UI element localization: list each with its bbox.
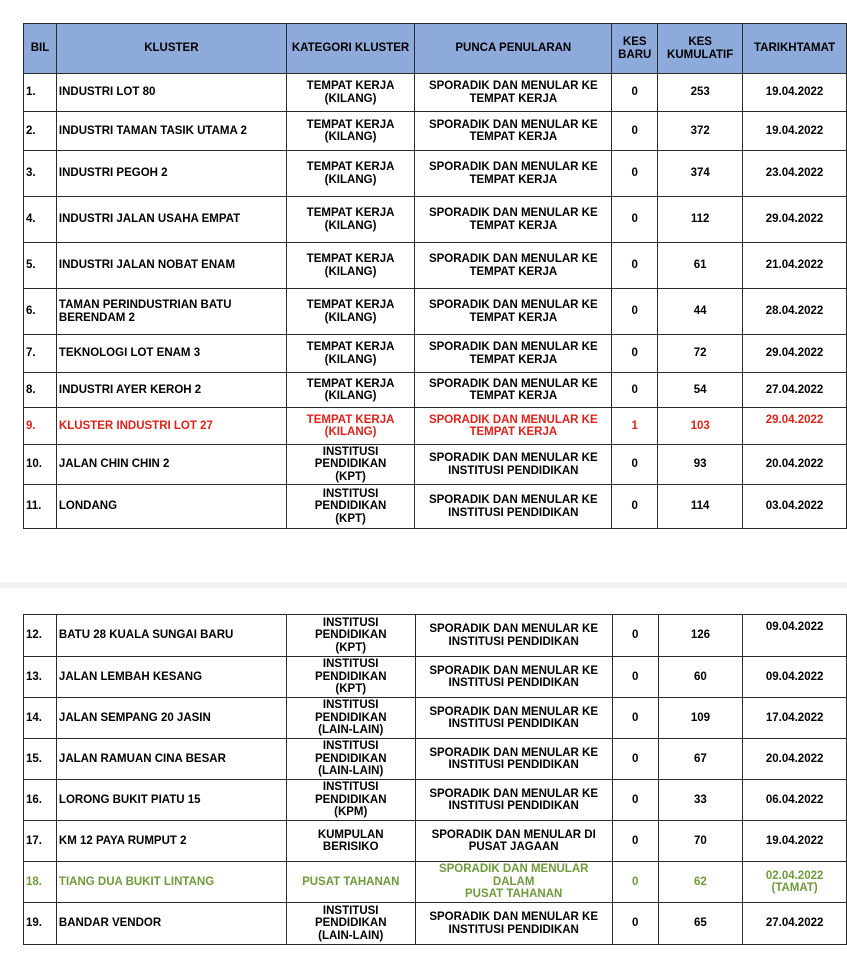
bil-cell: 6.: [24, 289, 57, 335]
bil-cell: 7.: [24, 335, 57, 373]
kes-baru-cell: 0: [612, 445, 658, 485]
cluster-table-2: [23, 614, 847, 945]
kluster-cell: INDUSTRI TAMAN TASIK UTAMA 2: [56, 112, 286, 151]
kes-kumulatif-cell: 54: [658, 373, 743, 408]
table-row: [24, 74, 847, 112]
punca-cell: SPORADIK DAN MENULAR KE INSTITUSI PENDIDIKAN: [415, 615, 612, 657]
bil-cell: 12.: [24, 615, 57, 657]
tarikh-tamat-cell: 20.04.2022: [743, 445, 847, 485]
tarikh-tamat-cell: 29.04.2022: [743, 335, 847, 373]
kes-kumulatif-cell: 60: [658, 657, 743, 698]
kes-baru-cell: 0: [612, 485, 658, 529]
kes-kumulatif-cell: 72: [658, 335, 743, 373]
tarikh-tamat-cell: 09.04.2022: [743, 657, 847, 698]
kluster-cell: TIANG DUA BUKIT LINTANG: [56, 862, 286, 903]
kes-baru-cell: 0: [612, 657, 658, 698]
kes-baru-cell: 1: [612, 408, 658, 445]
kes-baru-cell: 0: [612, 739, 658, 780]
bil-cell: 1.: [24, 74, 57, 112]
tarikh-tamat-cell: 03.04.2022: [743, 485, 847, 529]
kes-baru-cell: 0: [612, 74, 658, 112]
kategori-cell: INSTITUSI PENDIDIKAN (KPT): [286, 615, 415, 657]
kes-baru-cell: 0: [612, 243, 658, 289]
bil-cell: 11.: [24, 485, 57, 529]
bil-cell: 2.: [24, 112, 57, 151]
kategori-cell: TEMPAT KERJA (KILANG): [286, 151, 415, 197]
kluster-cell: LORONG BUKIT PIATU 15: [56, 780, 286, 821]
kluster-cell: KM 12 PAYA RUMPUT 2: [56, 821, 286, 862]
punca-cell: SPORADIK DAN MENULAR KE TEMPAT KERJA: [415, 289, 612, 335]
bil-cell: 9.: [24, 408, 57, 445]
punca-cell: SPORADIK DAN MENULAR DI PUSAT JAGAAN: [415, 821, 612, 862]
bil-cell: 15.: [24, 739, 57, 780]
bil-cell: 16.: [24, 780, 57, 821]
table-row: [24, 485, 847, 529]
kes-kumulatif-cell: 67: [658, 739, 743, 780]
kluster-cell: JALAN CHIN CHIN 2: [56, 445, 286, 485]
kategori-cell: PUSAT TAHANAN: [286, 862, 415, 903]
tarikh-tamat-cell: 19.04.2022: [743, 821, 847, 862]
bil-cell: 5.: [24, 243, 57, 289]
punca-cell: SPORADIK DAN MENULAR KE TEMPAT KERJA: [415, 335, 612, 373]
header-kategori: KATEGORI KLUSTER: [286, 24, 415, 74]
kategori-cell: TEMPAT KERJA (KILANG): [286, 373, 415, 408]
table-row: [24, 151, 847, 197]
kes-baru-cell: 0: [612, 373, 658, 408]
punca-cell: SPORADIK DAN MENULAR KE TEMPAT KERJA: [415, 243, 612, 289]
table-row: [24, 445, 847, 485]
punca-cell: SPORADIK DAN MENULAR KE TEMPAT KERJA: [415, 197, 612, 243]
kluster-cell: JALAN RAMUAN CINA BESAR: [56, 739, 286, 780]
kes-baru-cell: 0: [612, 335, 658, 373]
kes-baru-cell: 0: [612, 903, 658, 945]
punca-cell: SPORADIK DAN MENULAR KE INSTITUSI PENDIDIKAN: [415, 780, 612, 821]
kategori-cell: INSTITUSI PENDIDIKAN (LAIN-LAIN): [286, 698, 415, 739]
table-row: [24, 335, 847, 373]
kluster-cell: JALAN SEMPANG 20 JASIN: [56, 698, 286, 739]
table-row: [24, 780, 847, 821]
punca-cell: SPORADIK DAN MENULAR KE INSTITUSI PENDIDIKAN: [415, 657, 612, 698]
bil-cell: 13.: [24, 657, 57, 698]
header-tarikh-tamat: TARIKHTAMAT: [743, 24, 847, 74]
header-bil: BIL: [24, 24, 57, 74]
kategori-cell: TEMPAT KERJA (KILANG): [286, 197, 415, 243]
kategori-cell: INSTITUSI PENDIDIKAN (KPM): [286, 780, 415, 821]
kategori-cell: TEMPAT KERJA (KILANG): [286, 408, 415, 445]
kategori-cell: TEMPAT KERJA (KILANG): [286, 243, 415, 289]
punca-cell: SPORADIK DAN MENULAR KE TEMPAT KERJA: [415, 112, 612, 151]
kes-baru-cell: 0: [612, 197, 658, 243]
kes-kumulatif-cell: 109: [658, 698, 743, 739]
table-row: [24, 739, 847, 780]
punca-cell: SPORADIK DAN MENULAR DALAM PUSAT TAHANAN: [415, 862, 612, 903]
kes-kumulatif-cell: 372: [658, 112, 743, 151]
kategori-cell: INSTITUSI PENDIDIKAN (KPT): [286, 445, 415, 485]
kluster-cell: INDUSTRI JALAN NOBAT ENAM: [56, 243, 286, 289]
bil-cell: 14.: [24, 698, 57, 739]
kluster-cell: INDUSTRI AYER KEROH 2: [56, 373, 286, 408]
tarikh-tamat-cell: 28.04.2022: [743, 289, 847, 335]
kategori-cell: KUMPULAN BERISIKO: [286, 821, 415, 862]
kes-kumulatif-cell: 112: [658, 197, 743, 243]
tarikh-tamat-cell: 20.04.2022: [743, 739, 847, 780]
kluster-cell: KLUSTER INDUSTRI LOT 27: [56, 408, 286, 445]
tarikh-tamat-cell: 19.04.2022: [743, 74, 847, 112]
kes-baru-cell: 0: [612, 615, 658, 657]
punca-cell: SPORADIK DAN MENULAR KE TEMPAT KERJA: [415, 408, 612, 445]
bil-cell: 4.: [24, 197, 57, 243]
table-row: [24, 243, 847, 289]
bil-cell: 10.: [24, 445, 57, 485]
header-punca: PUNCA PENULARAN: [415, 24, 612, 74]
table-row: [24, 615, 847, 657]
kluster-cell: BANDAR VENDOR: [56, 903, 286, 945]
kes-kumulatif-cell: 253: [658, 74, 743, 112]
kes-kumulatif-cell: 44: [658, 289, 743, 335]
tarikh-tamat-cell: 29.04.2022: [743, 408, 847, 445]
kluster-cell: INDUSTRI JALAN USAHA EMPAT: [56, 197, 286, 243]
tarikh-tamat-cell: 02.04.2022 (TAMAT): [743, 862, 847, 903]
table-row: [24, 289, 847, 335]
tarikh-tamat-cell: 19.04.2022: [743, 112, 847, 151]
table-row: [24, 862, 847, 903]
kes-baru-cell: 0: [612, 112, 658, 151]
kes-kumulatif-cell: 374: [658, 151, 743, 197]
bil-cell: 18.: [24, 862, 57, 903]
tarikh-tamat-cell: 27.04.2022: [743, 373, 847, 408]
kategori-cell: INSTITUSI PENDIDIKAN (LAIN-LAIN): [286, 903, 415, 945]
table-row: [24, 698, 847, 739]
kluster-cell: INDUSTRI LOT 80: [56, 74, 286, 112]
kluster-cell: BATU 28 KUALA SUNGAI BARU: [56, 615, 286, 657]
kategori-cell: TEMPAT KERJA (KILANG): [286, 335, 415, 373]
table-row: [24, 903, 847, 945]
kes-kumulatif-cell: 114: [658, 485, 743, 529]
kes-baru-cell: 0: [612, 151, 658, 197]
punca-cell: SPORADIK DAN MENULAR KE INSTITUSI PENDIDIKAN: [415, 485, 612, 529]
tarikh-tamat-cell: 27.04.2022: [743, 903, 847, 945]
table-row: [24, 197, 847, 243]
table-row: [24, 373, 847, 408]
kategori-cell: INSTITUSI PENDIDIKAN (KPT): [286, 485, 415, 529]
kes-baru-cell: 0: [612, 862, 658, 903]
bil-cell: 19.: [24, 903, 57, 945]
kes-baru-cell: 0: [612, 821, 658, 862]
kategori-cell: INSTITUSI PENDIDIKAN (KPT): [286, 657, 415, 698]
header-row: [24, 24, 847, 74]
kategori-cell: INSTITUSI PENDIDIKAN (LAIN-LAIN): [286, 739, 415, 780]
header-kes-baru: KES BARU: [612, 24, 658, 74]
tarikh-tamat-cell: 21.04.2022: [743, 243, 847, 289]
cluster-table-1: [23, 23, 847, 529]
punca-cell: SPORADIK DAN MENULAR KE INSTITUSI PENDIDIKAN: [415, 739, 612, 780]
kes-kumulatif-cell: 61: [658, 243, 743, 289]
table-row: [24, 112, 847, 151]
tarikh-tamat-cell: 23.04.2022: [743, 151, 847, 197]
tarikh-tamat-cell: 06.04.2022: [743, 780, 847, 821]
kategori-cell: TEMPAT KERJA (KILANG): [286, 112, 415, 151]
header-kluster: KLUSTER: [56, 24, 286, 74]
kes-kumulatif-cell: 103: [658, 408, 743, 445]
kluster-cell: TAMAN PERINDUSTRIAN BATU BERENDAM 2: [56, 289, 286, 335]
bil-cell: 3.: [24, 151, 57, 197]
kes-kumulatif-cell: 62: [658, 862, 743, 903]
kes-kumulatif-cell: 70: [658, 821, 743, 862]
bil-cell: 8.: [24, 373, 57, 408]
table-row: [24, 657, 847, 698]
punca-cell: SPORADIK DAN MENULAR KE INSTITUSI PENDIDIKAN: [415, 445, 612, 485]
kes-baru-cell: 0: [612, 289, 658, 335]
punca-cell: SPORADIK DAN MENULAR KE TEMPAT KERJA: [415, 373, 612, 408]
kes-kumulatif-cell: 126: [658, 615, 743, 657]
kluster-cell: JALAN LEMBAH KESANG: [56, 657, 286, 698]
page-separator: [0, 582, 847, 588]
punca-cell: SPORADIK DAN MENULAR KE TEMPAT KERJA: [415, 151, 612, 197]
kes-kumulatif-cell: 33: [658, 780, 743, 821]
kes-kumulatif-cell: 93: [658, 445, 743, 485]
tarikh-tamat-cell: 29.04.2022: [743, 197, 847, 243]
kluster-cell: INDUSTRI PEGOH 2: [56, 151, 286, 197]
kes-kumulatif-cell: 65: [658, 903, 743, 945]
table-row: [24, 408, 847, 445]
kes-baru-cell: 0: [612, 780, 658, 821]
kes-baru-cell: 0: [612, 698, 658, 739]
tarikh-tamat-cell: 17.04.2022: [743, 698, 847, 739]
kategori-cell: TEMPAT KERJA (KILANG): [286, 74, 415, 112]
kluster-cell: TEKNOLOGI LOT ENAM 3: [56, 335, 286, 373]
header-kes-kumulatif: KES KUMULATIF: [658, 24, 743, 74]
tarikh-tamat-cell: 09.04.2022: [743, 615, 847, 657]
bil-cell: 17.: [24, 821, 57, 862]
table-row: [24, 821, 847, 862]
punca-cell: SPORADIK DAN MENULAR KE TEMPAT KERJA: [415, 74, 612, 112]
punca-cell: SPORADIK DAN MENULAR KE INSTITUSI PENDIDIKAN: [415, 698, 612, 739]
punca-cell: SPORADIK DAN MENULAR KE INSTITUSI PENDIDIKAN: [415, 903, 612, 945]
kluster-cell: LONDANG: [56, 485, 286, 529]
kategori-cell: TEMPAT KERJA (KILANG): [286, 289, 415, 335]
